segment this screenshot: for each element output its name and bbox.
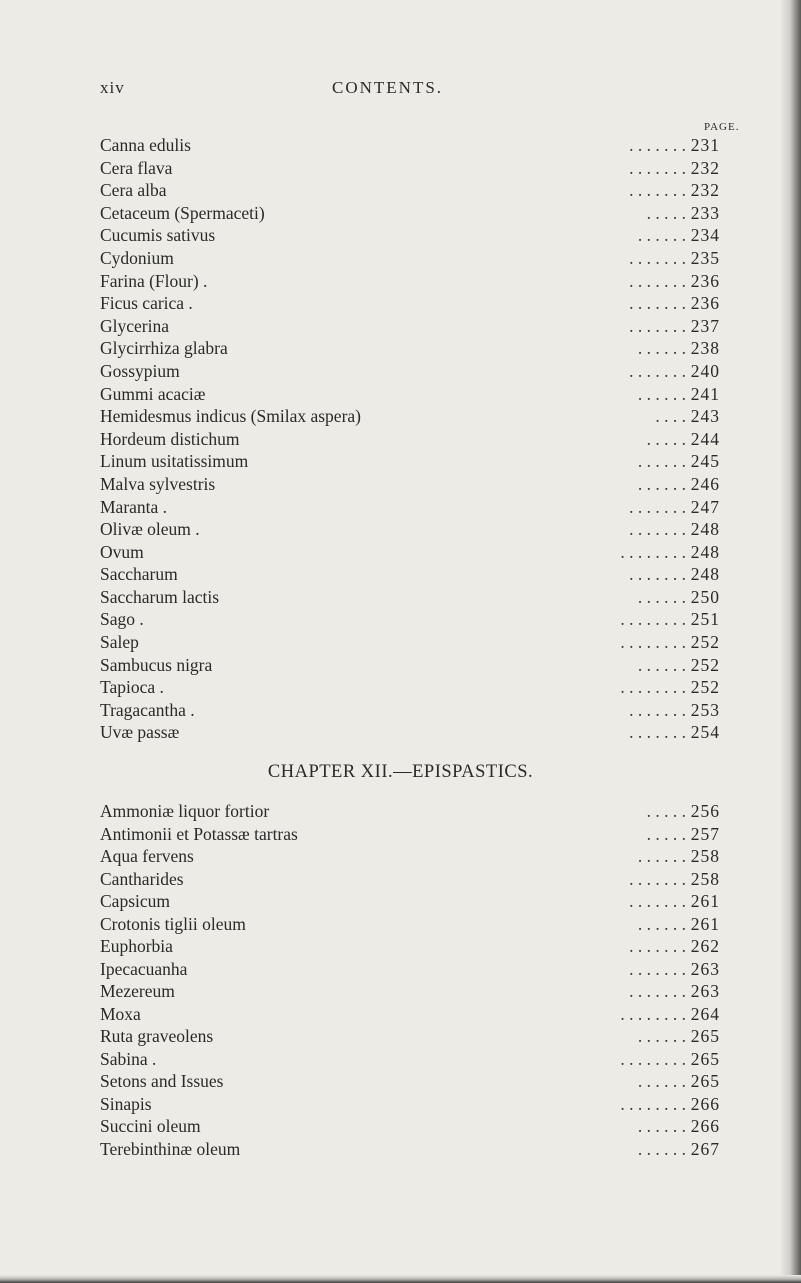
entry-label: Succini oleum [100,1116,201,1136]
entry-page-number: 240 [690,360,720,381]
entry-label: Gossypium [100,360,180,381]
contents-entry [100,588,720,611]
entry-label: Saccharum lactis [100,586,220,607]
contents-entry [100,452,720,475]
entry-label: Moxa [100,1003,141,1024]
contents-entry [100,1005,720,1028]
entry-page-number: 266 [690,1093,720,1114]
entry-page-number: 261 [690,891,720,911]
leader-dots: . . . . . . [637,474,686,494]
entry-label: Cetaceum (Spermaceti) [100,202,265,223]
contents-entry [100,1050,720,1073]
leader-dots: . . . . . . . [629,158,686,178]
contents-entry [100,1117,720,1140]
entry-label: Canna edulis [100,135,191,155]
entry-page-number: 248 [690,541,720,562]
entry-label: Maranta . [100,496,168,517]
entry-page-number: 264 [690,1003,720,1024]
leader-dots: . . . . . [646,802,686,821]
entry-label: Gummi acaciæ [100,383,206,404]
contents-entry [100,633,720,656]
leader-dots: . . . . . . [637,914,686,934]
entry-page-number: 243 [690,406,720,427]
entry-page-number: 265 [690,1071,720,1091]
entry-page-number: 250 [690,586,720,607]
entry-label: Sambucus nigra [100,654,213,675]
entry-label: Sabina . [100,1048,157,1069]
entry-page-number: 256 [690,801,720,821]
entry-label: Ficus carica . [100,293,193,314]
contents-entry [100,825,720,848]
entry-label: Glycirrhiza glabra [100,338,228,359]
entry-label: Setons and Issues [100,1071,224,1091]
entry-page-number: 236 [690,293,720,314]
entry-page-number: 248 [690,519,720,540]
leader-dots: . . . . . . [637,226,686,246]
contents-entry [100,1095,720,1118]
entry-page-number: 261 [690,913,720,934]
contents-entry [100,407,720,430]
contents-entry [100,565,720,588]
entry-page-number: 265 [690,1048,720,1069]
entry-label: Tragacantha . [100,699,195,720]
entry-label: Ipecacuanha [100,958,188,979]
contents-entry [100,610,720,633]
entry-page-number: 263 [690,981,720,1001]
leader-dots: . . . . . . [637,1117,686,1136]
entry-page-number: 263 [690,958,720,979]
leader-dots: . . . . . . [637,339,686,359]
entry-page-number: 258 [690,868,720,889]
entry-label: Cantharides [100,868,184,889]
contents-entry [100,272,720,295]
entry-label: Uvæ passæ [100,722,180,743]
leader-dots: . . . . . . . [629,361,686,381]
contents-entry [100,226,720,249]
contents-entry [100,1072,720,1095]
entry-page-number: 262 [690,936,720,956]
leader-dots: . . . . . . . . [620,1004,686,1024]
entry-label: Sago . [100,609,144,630]
entry-label: Salep [100,632,139,653]
contents-entry [100,723,720,746]
leader-dots: . . . . . . . [629,248,686,268]
contents-entry [100,802,720,825]
leader-dots: . . . . . . . [629,181,686,201]
leader-dots: . . . . . . . [629,982,686,1001]
contents-entry [100,339,720,362]
entry-label: Tapioca . [100,677,164,698]
contents-entry [100,362,720,385]
entry-label: Saccharum [100,564,178,585]
entry-page-number: 265 [690,1026,720,1046]
contents-entry [100,317,720,340]
contents-entry [100,870,720,893]
entry-label: Crotonis tiglii oleum [100,913,246,934]
contents-entry [100,847,720,870]
leader-dots: . . . . . . . [629,497,686,517]
entry-page-number: 253 [690,699,720,720]
entry-page-number: 266 [690,1116,720,1136]
leader-dots: . . . . . . . [629,869,686,889]
entry-page-number: 232 [690,157,720,178]
entry-label: Glycerina [100,315,169,336]
entry-label: Sinapis [100,1093,152,1114]
leader-dots: . . . . . . . [629,271,686,291]
entry-page-number: 241 [690,383,720,404]
leader-dots: . . . . . . [637,1139,686,1159]
leader-dots: . . . . . . [637,587,686,607]
entry-label: Hordeum distichum [100,428,240,449]
leader-dots: . . . . . . . [629,294,686,314]
contents-entry [100,159,720,182]
leader-dots: . . . . . . . [629,723,686,743]
contents-list-section-1 [100,136,720,746]
entry-label: Euphorbia [100,936,173,956]
contents-entry [100,520,720,543]
running-head [100,78,720,102]
leader-dots: . . . . . . . . [620,1094,686,1114]
leader-dots: . . . . . . [637,847,686,866]
contents-entry [100,1027,720,1050]
page-folio: xiv [100,78,125,97]
entry-page-number: 244 [690,428,720,449]
leader-dots: . . . . . . . [629,136,686,155]
contents-entry [100,892,720,915]
entry-label: Ammoniæ liquor fortior [100,801,270,821]
contents-entry [100,701,720,724]
leader-dots: . . . . . . . . [620,678,686,698]
contents-entry [100,982,720,1005]
leader-dots: . . . . . . [637,384,686,404]
entry-page-number: 237 [690,315,720,336]
contents-entry [100,915,720,938]
entry-label: Cucumis sativus [100,225,216,246]
entry-page-number: 248 [690,564,720,585]
contents-entry [100,1140,720,1163]
entry-label: Cera flava [100,157,173,178]
leader-dots: . . . . [655,407,686,427]
entry-page-number: 232 [690,180,720,201]
entry-page-number: 258 [690,846,720,866]
entry-label: Aqua fervens [100,846,194,866]
entry-label: Farina (Flour) . [100,270,208,291]
entry-label: Malva sylvestris [100,473,216,494]
chapter-heading: CHAPTER XII.—EPISPASTICS. [267,762,534,782]
contents-entry [100,385,720,408]
leader-dots: . . . . . . . [629,316,686,336]
contents-entry [100,204,720,227]
contents-entry [100,181,720,204]
entry-label: Ruta graveolens [100,1026,214,1046]
leader-dots: . . . . . . . [629,959,686,979]
running-title: CONTENTS. [332,78,444,97]
contents-entry [100,249,720,272]
leader-dots: . . . . . . . [629,700,686,720]
page-bottom-edge [0,1275,801,1283]
leader-dots: . . . . . . . . [620,542,686,562]
leader-dots: . . . . . . . [629,520,686,540]
entry-page-number: 252 [690,677,720,698]
entry-page-number: 235 [690,247,720,268]
entry-label: Terebinthinæ oleum [100,1138,241,1159]
leader-dots: . . . . . [646,429,686,449]
entry-page-number: 234 [690,225,720,246]
entry-label: Cydonium [100,247,174,268]
entry-page-number: 238 [690,338,720,359]
contents-entry [100,543,720,566]
contents-entry [100,498,720,521]
entry-page-number: 252 [690,632,720,653]
entry-label: Cera alba [100,180,167,201]
leader-dots: . . . . . . . . [620,1049,686,1069]
page-column-label: PAGE. [704,121,740,133]
leader-dots: . . . . . . . [629,565,686,585]
entry-label: Capsicum [100,891,170,911]
entry-page-number: 257 [690,823,720,844]
entry-label: Mezereum [100,981,175,1001]
leader-dots: . . . . . . . . [620,610,686,630]
contents-entry [100,678,720,701]
page-edge-shadow [781,0,801,1283]
entry-page-number: 231 [690,135,720,155]
entry-label: Olivæ oleum . [100,519,200,540]
contents-entry [100,475,720,498]
leader-dots: . . . . . [646,824,686,844]
leader-dots: . . . . . . . [629,892,686,911]
contents-entry [100,937,720,960]
entry-label: Linum usitatissimum [100,451,249,472]
leader-dots: . . . . . . [637,452,686,472]
contents-entry [100,656,720,679]
entry-page-number: 247 [690,496,720,517]
leader-dots: . . . . . [646,203,686,223]
entry-page-number: 254 [690,722,720,743]
entry-page-number: 251 [690,609,720,630]
contents-entry [100,960,720,983]
contents-entry [100,294,720,317]
entry-page-number: 236 [690,270,720,291]
entry-page-number: 245 [690,451,720,472]
entry-label: Hemidesmus indicus (Smilax aspera) [100,406,361,427]
contents-entry [100,430,720,453]
contents-list-section-2 [100,802,720,1162]
leader-dots: . . . . . . . [629,937,686,956]
entry-page-number: 267 [690,1138,720,1159]
contents-entry [100,136,720,159]
leader-dots: . . . . . . [637,655,686,675]
leader-dots: . . . . . . . . [620,633,686,653]
entry-label: Antimonii et Potassæ tartras [100,823,298,844]
entry-page-number: 246 [690,473,720,494]
entry-page-number: 233 [690,202,720,223]
entry-label: Ovum [100,541,144,562]
entry-page-number: 252 [690,654,720,675]
leader-dots: . . . . . . [637,1027,686,1046]
leader-dots: . . . . . . [637,1072,686,1091]
